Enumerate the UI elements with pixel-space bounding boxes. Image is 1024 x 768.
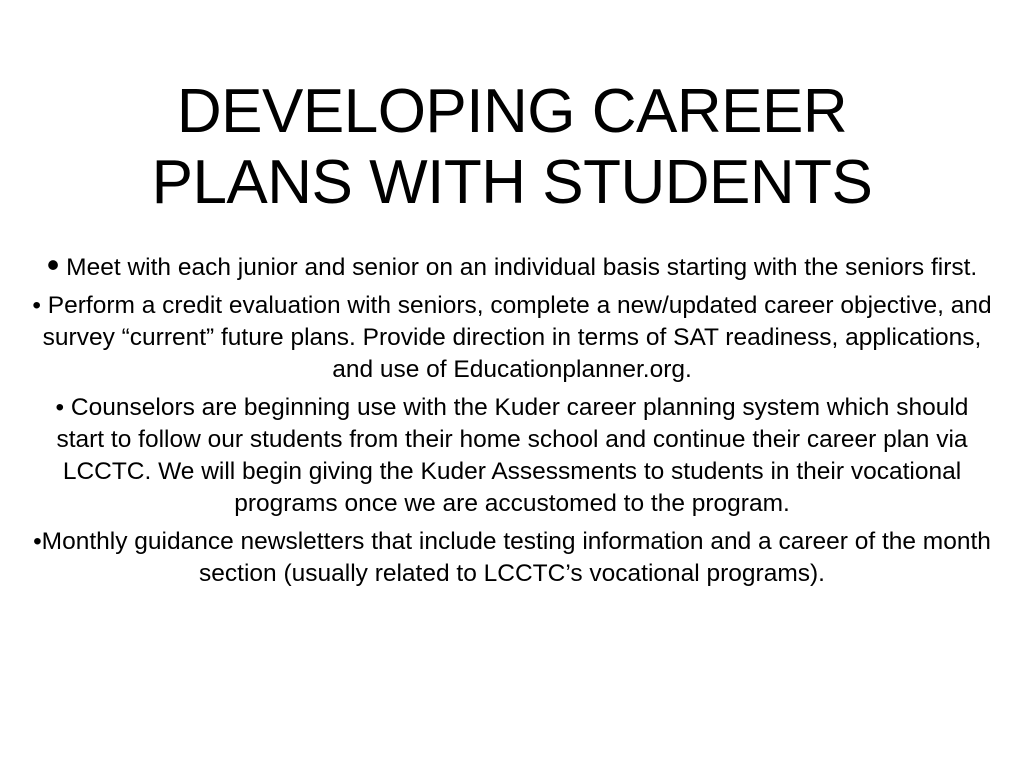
bullet-text: Meet with each junior and senior on an individual basis starting with the seniors first. xyxy=(59,254,978,281)
bullet-icon: • xyxy=(55,394,65,421)
bullet-item xyxy=(30,392,994,520)
bullet-text: Counselors are beginning use with the Kuder career planning system which should start to follow our students from their home school and continue their career plan via LCCTC. We will begin giving the Kuder Assessments to students in their vocational programs once we are accustomed to the program. xyxy=(56,394,969,517)
slide-title xyxy=(60,76,964,218)
slide-title-line: DEVELOPING CAREER xyxy=(176,77,848,146)
bullet-list xyxy=(30,244,994,596)
bullet-icon: • xyxy=(46,244,60,285)
bullet-icon: • xyxy=(33,528,42,555)
bullet-text: Monthly guidance newsletters that include testing information and a career of the month section (usually related to LCCTC’s vocational programs). xyxy=(41,528,991,587)
bullet-item xyxy=(30,244,994,285)
bullet-text: Perform a credit evaluation with seniors, complete a new/updated career objective, and survey “current” future plans. Provide direction in terms of SAT readiness, applications, and use of Educationplanner.org. xyxy=(41,292,992,383)
bullet-item xyxy=(30,526,994,590)
bullet-item xyxy=(30,290,994,386)
slide-title-line: PLANS WITH STUDENTS xyxy=(151,148,873,217)
bullet-icon: • xyxy=(32,292,41,319)
